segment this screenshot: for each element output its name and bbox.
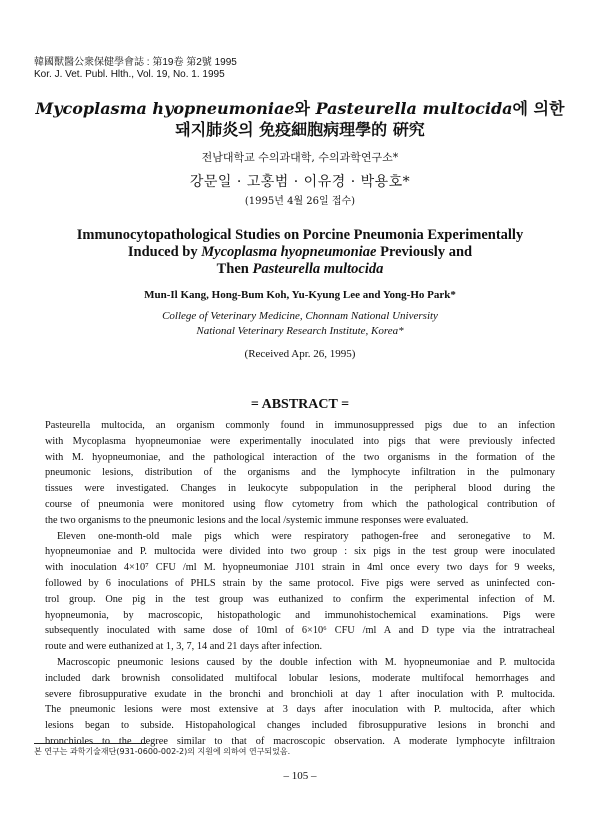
- korean-authors: 강문일 · 고홍범 · 이유경 · 박용호*: [189, 174, 411, 190]
- abstract-line: trol group. One pig in the test group was euthanized to confirm the experimental infection of M.: [45, 593, 555, 605]
- abstract-line: with M. hyopneumoniae, and the pathological interaction of the two organisms in the formation of the: [45, 451, 555, 463]
- journal-header: [34, 57, 237, 81]
- korean-title-organism2: Pasteurella multocida: [315, 99, 513, 118]
- english-title-line1: Immunocytopathological Studies on Porcine Pneumonia Experimentally: [76, 227, 524, 243]
- journal-line-korean: 韓國獸醫公衆保健學會誌 : 第19卷 第2號 1995: [34, 57, 237, 68]
- footnote-divider: [34, 743, 146, 744]
- abstract-line: hyopneumoniae and P. multocida were divided into two group : six pigs in the test group were inoculated: [45, 546, 555, 558]
- english-title-organism2: Pasteurella multocida: [252, 261, 384, 277]
- abstract-line: route and were euthanized at 1, 3, 7, 14 and 21 days after infection.: [45, 641, 323, 653]
- korean-title-suffix: 에 의한: [512, 99, 565, 118]
- english-affiliation-line1: College of Veterinary Medicine, Chonnam National University: [162, 310, 438, 322]
- abstract-line: hyopneumonia, by macroscopic, histopathologic and immunohistochemical examinations. Pigs were: [45, 609, 555, 621]
- abstract-line: Eleven one-month-old male pigs which were respiratory pathogen-free and seronegative to M.: [57, 530, 555, 542]
- funding-footnote: 본 연구는 과학기술재단(931-0600-002-2)의 지원에 의하여 연구되었음.: [34, 747, 291, 756]
- korean-title-line1: [0, 98, 600, 119]
- abstract-line: bronchioles to the degree similar to that of macroscopic observation. A moderate lymphocyte infiltraion: [45, 735, 555, 747]
- abstract-line: The pneumonic lesions were most extensive at 3 days after inoculation with P. multocida, after which: [45, 704, 555, 716]
- abstract-line: Macroscopic pneumonic lesions caused by the double infection with M. hyopneumoniae and P. multocida: [57, 656, 555, 668]
- abstract-line: lesions began to subside. Histopahological changes included fibrosuppurative lesions in bronchi and: [45, 720, 555, 732]
- abstract-line: Pasteurella multocida, an organism commonly found in immunosuppressed pigs due to an infection: [45, 420, 555, 431]
- english-title: [0, 227, 600, 278]
- english-title-line3-a: Then: [216, 261, 253, 277]
- abstract-line: with inoculation 4×10⁷ CFU /ml M. hyopneumoniae J101 strain in 4ml once every two days for 9 weeks,: [45, 562, 555, 574]
- english-received-date: (Received Apr. 26, 1995): [244, 348, 356, 360]
- korean-affiliation: 전남대학교 수의과대학, 수의과학연구소*: [201, 151, 399, 164]
- english-title-line2-a: Induced by: [127, 244, 202, 260]
- abstract-line: followed by 6 inoculations of PHLS strain by the same protocol. Five pigs were served as uninfected con-: [45, 577, 555, 589]
- english-authors: Mun-Il Kang, Hong-Bum Koh, Yu-Kyung Lee and Yong-Ho Park*: [144, 289, 456, 301]
- page-number: – 105 –: [283, 770, 317, 782]
- english-title-line2: [0, 244, 600, 261]
- korean-title: [0, 98, 600, 140]
- korean-received-date: (1995년 4월 26일 접수): [244, 196, 356, 207]
- abstract-line: the two organisms to the pneumonic lesions and the local /systemic immune responses were evaluated.: [45, 514, 469, 526]
- abstract-line: severe fibrosuppurative exudate in the bronchi and bronchioli at day 1 after inoculation with P. multocida.: [45, 688, 555, 700]
- abstract-line: included dark brownish consolidated multifocal lobular lesions, moderate multifocal hemorrhages and: [45, 672, 555, 684]
- english-title-line2-c: Previously and: [376, 244, 473, 260]
- abstract-line: subsequently inoculated with same dose of 10ml of 6×10⁶ CFU /ml A and D type via the intratracheal: [45, 625, 555, 637]
- abstract-line: tissues were investigated. Changes in leukocyte subpopulation in the peripheral blood during the: [45, 483, 555, 495]
- abstract-body: [45, 418, 555, 750]
- english-affiliation-line2: National Veterinary Research Institute, Korea*: [196, 325, 404, 337]
- english-title-line3: [0, 261, 600, 278]
- journal-line-english: Kor. J. Vet. Publ. Hlth., Vol. 19, No. 1. 1995: [34, 69, 225, 80]
- english-affiliation: [0, 309, 600, 339]
- korean-title-conj: 와: [294, 99, 316, 118]
- abstract-line: course of pneumonia were monitored using flow cytometry from which the pathological contribution of: [45, 498, 555, 510]
- korean-title-line2: 돼지肺炎의 免疫細胞病理學的 硏究: [175, 120, 425, 139]
- english-title-organism1: Mycoplasma hyopneumoniae: [201, 244, 377, 260]
- abstract-line: with Mycoplasma hyopneumoniae were experimentally inoculated into pigs that were previously infected: [45, 435, 555, 447]
- korean-title-organism1: Mycoplasma hyopneumoniae: [35, 99, 295, 118]
- abstract-line: pneumonic lesions, distribution of the organisms and the lymphocyte infiltration in the pulmonary: [45, 467, 555, 479]
- abstract-heading: = ABSTRACT =: [250, 397, 350, 412]
